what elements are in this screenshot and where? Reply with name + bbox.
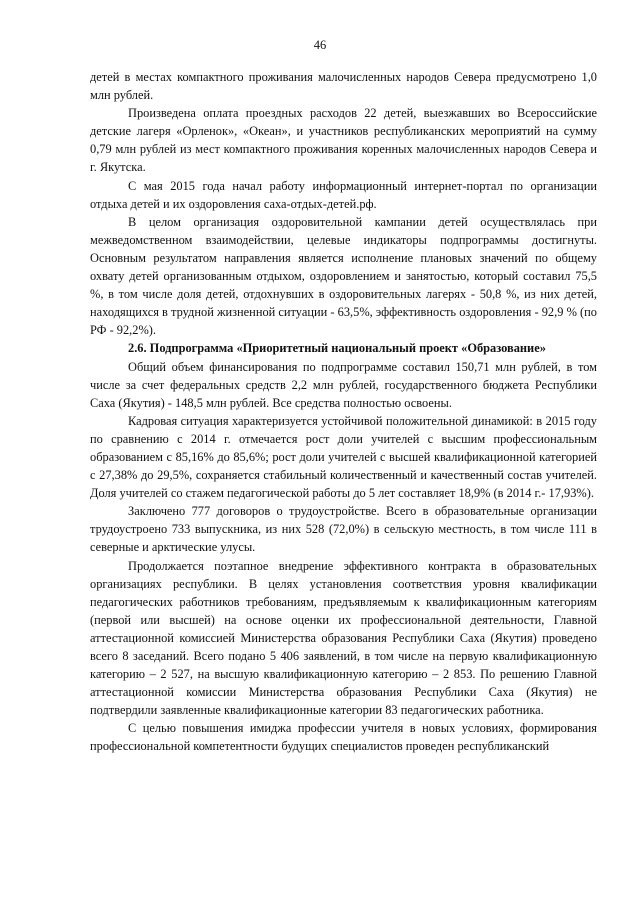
paragraph: С целью повышения имиджа профессии учителя в новых условиях, формирования профессиональной компетентности будущих специалистов проведен республиканский xyxy=(90,721,597,754)
paragraph: В целом организация оздоровительной кампании детей осуществлялась при межведомственном взаимодействии, целевые индикаторы подпрограммы достигнуты. Основным результатом направления является исполнение плановых значений по общему охвату детей организованным отдыхом, оздоровлением и занятостью, который составил 75,5 %, в том числе доля детей, отдохнувших в оздоровительных лагерях - 50,8 %, из них детей, находящихся в трудной жизненной ситуации - 63,5%, эффективность оздоровления - 92,9 % (по РФ - 92,2%). xyxy=(90,214,597,338)
paragraph: Произведена оплата проездных расходов 22 детей, выезжавших во Всероссийские детские лагеря «Орленок», «Океан», и участников республиканских мероприятий на сумму 0,79 млн рублей из мест компактного проживания коренных малочисленных народов Севера и г. Якутска. xyxy=(90,106,597,175)
page-number: 46 xyxy=(313,38,327,52)
document-body xyxy=(90,68,597,756)
paragraph: Общий объем финансирования по подпрограмме составил 150,71 млн рублей, в том числе за счет федеральных средств 2,2 млн рублей, государственного бюджета Республики Саха (Якутия) - 148,5 млн рублей. Все средства полностью освоены. xyxy=(90,359,597,410)
paragraph: Заключено 777 договоров о трудоустройстве. Всего в образовательные организации трудоустроено 733 выпускника, из них 528 (72,0%) в сельскую местность, в том числе 111 в северные и арктические улусы. xyxy=(90,504,597,555)
paragraph: детей в местах компактного проживания малочисленных народов Севера предусмотрено 1,0 млн рублей. xyxy=(90,70,597,103)
paragraph: Продолжается поэтапное внедрение эффективного контракта в образовательных организациях республики. В целях установления соответствия уровня квалификации педагогических работников требованиям, предъявляемым к квалификационным категориям (первой или высшей) на основе оценки их профессиональной деятельности, Главной аттестационной комиссией Министерства образования Республики Саха (Якутия) проведено всего 8 заседаний. Всего подано 5 406 заявлений, в том числе на первую квалификационную категорию – 2 527, на высшую квалификационную категорию – 2 853. По решению Главной аттестационной комиссии Министерства образования Республики Саха (Якутия) не подтвердили заявленные квалификационные категории 83 педагогических работника. xyxy=(90,558,597,718)
section-heading: 2.6. Подпрограмма «Приоритетный национальный проект «Образование» xyxy=(128,341,546,356)
paragraph: Кадровая ситуация характеризуется устойчивой положительной динамикой: в 2015 году по сравнению с 2014 г. отмечается рост доли учителей с высшим профессиональным образованием с 85,16% до 85,6%; рост доли учителей с высшей квалификационной категорией с 27,38% до 29,5%, сохраняется стабильный количественный и качественный состав учителей. Доля учителей со стажем педагогической работы до 5 лет составляет 18,9% (в 2014 г.- 17,93%). xyxy=(90,413,597,501)
paragraph: С мая 2015 года начал работу информационный интернет-портал по организации отдыха детей и их оздоровления саха-отдых-детей.рф. xyxy=(90,178,597,211)
